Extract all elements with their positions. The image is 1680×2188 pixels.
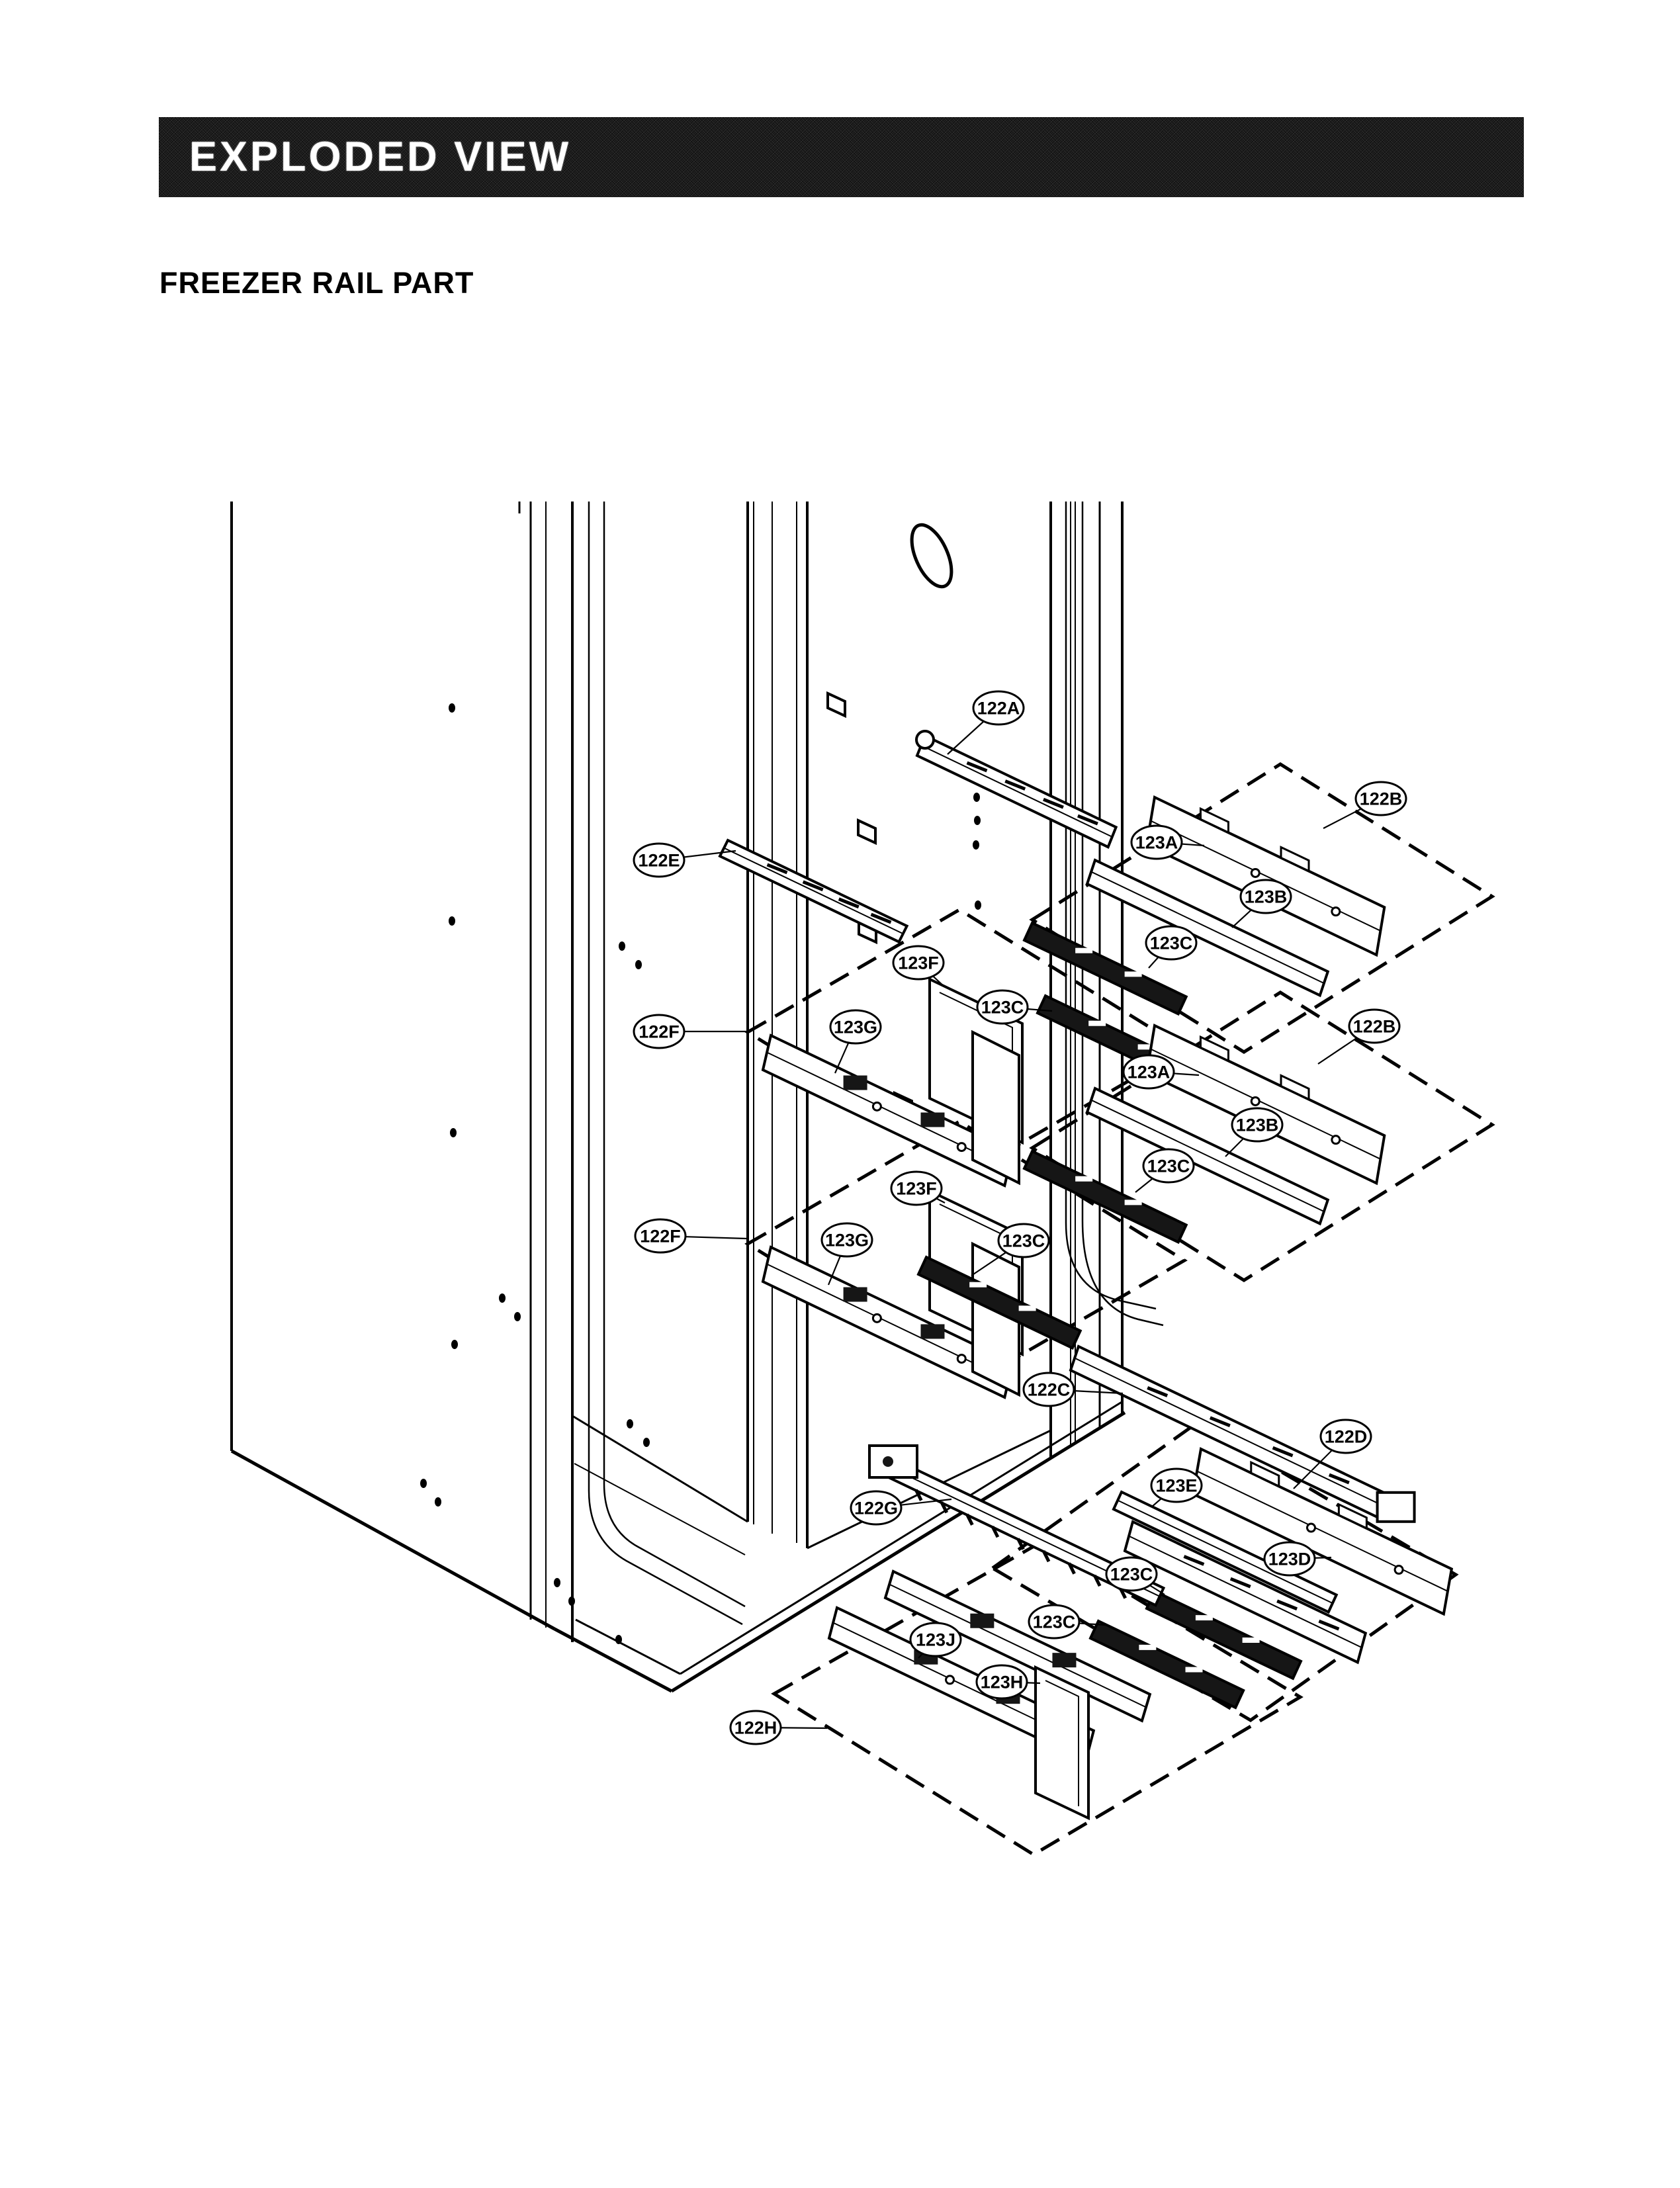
callout-label-123a: 123A: [1127, 1062, 1171, 1082]
callout-123g-16: [822, 1223, 872, 1256]
callout-122g-21: [851, 1491, 901, 1524]
callout-122f-8: [634, 1015, 684, 1048]
callout-123d-22: [1264, 1542, 1315, 1575]
callout-label-123e: 123E: [1155, 1475, 1198, 1496]
callout-label-123j: 123J: [915, 1630, 956, 1650]
callout-123f-6: [893, 946, 944, 979]
callout-123h-26: [977, 1665, 1027, 1698]
callout-label-123c: 123C: [1032, 1612, 1076, 1632]
callout-label-123c: 123C: [1149, 933, 1193, 953]
callout-122d-19: [1321, 1420, 1371, 1453]
callout-label-123a: 123A: [1135, 832, 1178, 853]
callout-122a-0: [973, 691, 1024, 724]
callout-123c-5: [1146, 926, 1196, 959]
callout-122b-2: [1356, 782, 1406, 815]
callout-123c-24: [1029, 1605, 1079, 1638]
callout-122h-27: [730, 1711, 781, 1744]
callout-label-122b: 122B: [1359, 789, 1403, 809]
callout-123a-3: [1131, 826, 1182, 859]
callout-123c-7: [977, 990, 1028, 1024]
callout-label-123c: 123C: [1110, 1564, 1153, 1585]
callout-label-122c: 122C: [1027, 1379, 1071, 1400]
callout-label-122a: 122A: [977, 698, 1020, 719]
callout-123c-13: [1143, 1149, 1194, 1182]
callout-122e-1: [634, 844, 684, 877]
callout-label-122b: 122B: [1352, 1016, 1396, 1037]
callout-label-122f: 122F: [640, 1226, 681, 1247]
callout-122f-15: [635, 1219, 685, 1252]
part-rail-122A: [916, 731, 1116, 847]
callout-123c-23: [1106, 1557, 1157, 1591]
callout-label-123g: 123G: [824, 1230, 869, 1250]
rail-parts: [720, 731, 1452, 1818]
callout-label-122f: 122F: [639, 1022, 680, 1042]
callout-label-123b: 123B: [1244, 887, 1288, 907]
callout-label-122d: 122D: [1324, 1426, 1368, 1447]
callout-label-123c: 123C: [1147, 1156, 1190, 1176]
callout-label-123c: 123C: [1002, 1231, 1045, 1251]
callout-123j-25: [910, 1623, 961, 1656]
banner-title: EXPLODED VIEW: [189, 134, 572, 180]
callout-123c-17: [998, 1224, 1049, 1257]
callout-label-123f: 123F: [896, 1178, 937, 1199]
callout-label-122g: 122G: [854, 1498, 899, 1518]
callout-123b-4: [1241, 880, 1291, 913]
callout-label-123g: 123G: [833, 1017, 878, 1037]
callout-label-123b: 123B: [1235, 1115, 1279, 1135]
page-title: FREEZER RAIL PART: [159, 266, 474, 300]
callout-123a-11: [1124, 1055, 1174, 1088]
callout-123b-12: [1232, 1108, 1282, 1141]
callout-label-122h: 122H: [734, 1718, 777, 1738]
callout-label-122e: 122E: [638, 850, 680, 871]
part-plate-123H: [1036, 1667, 1088, 1818]
callout-122c-18: [1024, 1373, 1074, 1406]
part-plate-vert-1: [973, 1032, 1019, 1183]
callout-123g-9: [830, 1010, 881, 1043]
callout-label-123d: 123D: [1268, 1549, 1311, 1569]
callout-label-123f: 123F: [898, 953, 939, 973]
callout-label-123h: 123H: [980, 1672, 1024, 1692]
callout-123f-14: [891, 1172, 942, 1205]
callout-123e-20: [1151, 1469, 1202, 1502]
callout-122b-10: [1349, 1010, 1399, 1043]
callout-label-123c: 123C: [981, 997, 1024, 1018]
